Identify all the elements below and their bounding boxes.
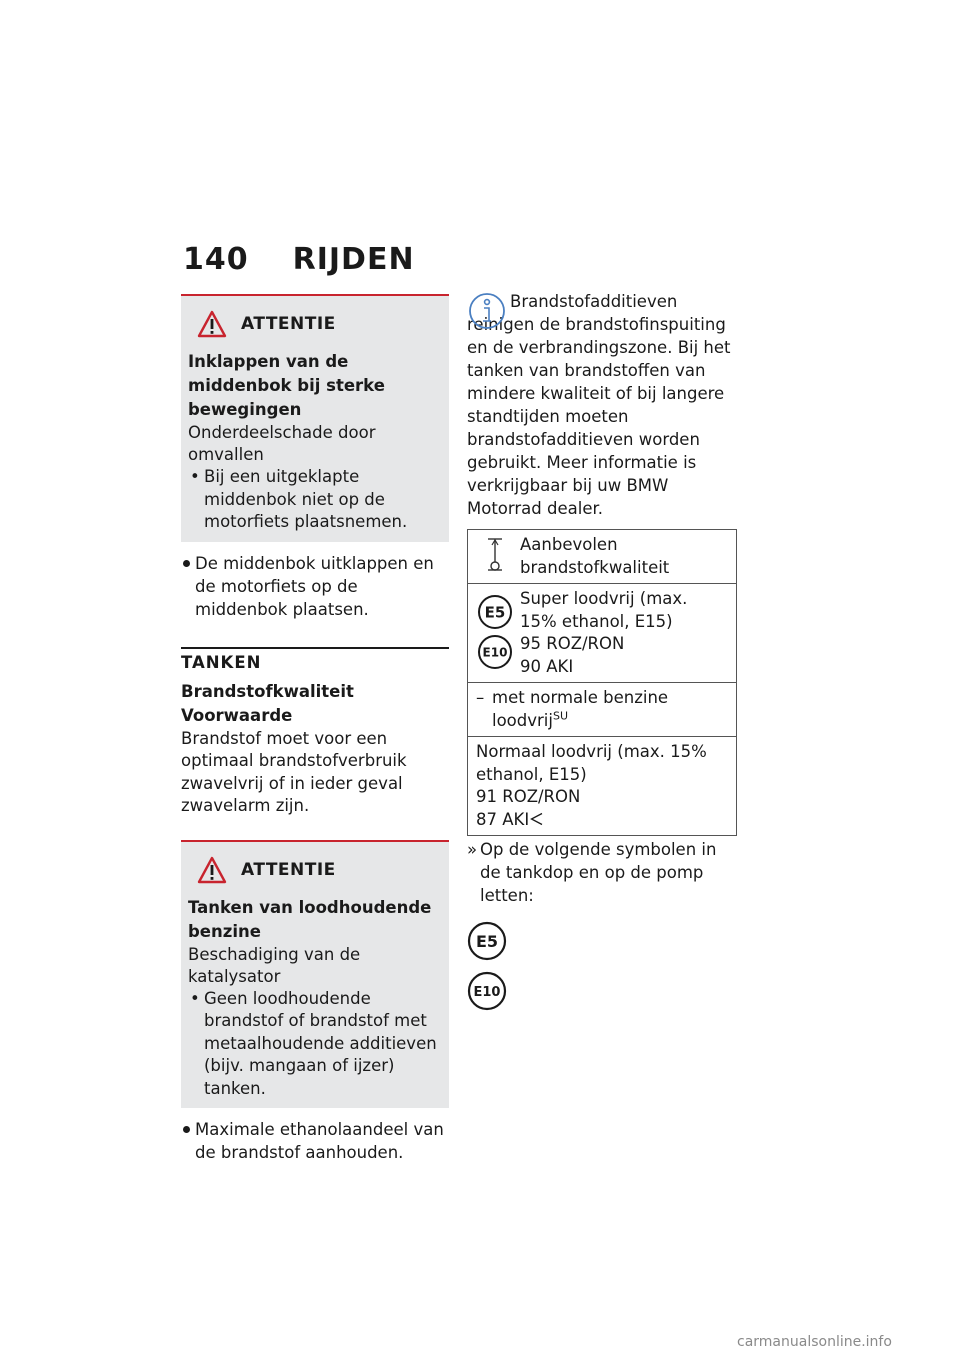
fuel-table: [467, 529, 737, 836]
spec-line: Super loodvrij (max.: [520, 589, 688, 608]
table-header: Aanbevolen brandstofkwaliteit: [520, 535, 670, 577]
left-column: [181, 294, 449, 1164]
fuel-spec-note: [476, 687, 728, 732]
warning-label: ATTENTIE: [241, 314, 336, 334]
spec-line: 95 ROZ/RON: [520, 634, 625, 653]
section-tanken: [181, 647, 449, 818]
right-column: [467, 290, 737, 1011]
result-step: [467, 838, 737, 907]
dash-mark: –: [476, 688, 485, 707]
warning-title: Inklappen van de middenbok bij sterke bewegingen: [188, 352, 385, 419]
spec-line: 15% ethanol, E15): [520, 611, 673, 631]
table-row: [468, 737, 737, 836]
spec-line: ethanol, E15): [476, 764, 587, 784]
warning-box-loodhoudend: [181, 840, 449, 1109]
spec-line: 90 AKI: [520, 656, 574, 676]
result-text: Op de volgende symbolen in de tankdop en op de pomp letten:: [480, 840, 717, 905]
warning-action: • Geen loodhoudende brandstof of brandstof met metaalhoudende additieven (bijv. mangaan of ijzer) tanken.: [188, 988, 442, 1101]
superscript-su: SU: [552, 709, 569, 722]
warning-triangle-icon: [197, 310, 227, 338]
page-header: [183, 242, 415, 277]
table-row: [468, 584, 737, 683]
svg-text:E5: E5: [475, 932, 499, 951]
step-ethanol: Maximale ethanolaandeel van de brandstof aanhouden.: [181, 1118, 449, 1164]
warning-label: ATTENTIE: [241, 859, 336, 880]
table-cell: [468, 530, 737, 584]
fuel-spec-super: [520, 588, 687, 678]
warning-consequence: Onderdeelschade door omvallen: [188, 423, 376, 464]
table-row: [468, 683, 737, 737]
subsection-title: Brandstofkwaliteit: [181, 681, 354, 701]
note-text: met normale benzine loodvrij: [492, 688, 669, 730]
table-cell: [468, 737, 737, 836]
svg-text:E10: E10: [482, 645, 508, 660]
warning-action: • Bij een uitgeklapte middenbok niet op de motorfiets plaatsnemen.: [188, 466, 442, 534]
condition-title: Voorwaarde: [181, 705, 293, 725]
warning-triangle-icon: [197, 856, 227, 884]
info-icon: [467, 290, 507, 334]
svg-text:E5: E5: [484, 603, 506, 622]
page-number: 140: [183, 242, 249, 277]
condition-text: Brandstof moet voor een optimaal brandstofverbruik zwavelvrij of in ieder geval zwavelarm zijn.: [181, 728, 407, 815]
fuel-gauge-icon: [485, 534, 505, 572]
warning-consequence: Beschadiging van de katalysator: [188, 944, 361, 986]
info-note: [467, 290, 737, 520]
e5-badge-icon: [467, 921, 507, 961]
spec-line: 87 AKI: [476, 809, 728, 832]
table-row: [468, 530, 737, 584]
spec-line: Normaal loodvrij (max. 15%: [476, 742, 707, 761]
spec-line: 91 ROZ/RON: [476, 787, 581, 806]
info-text: Brandstofadditieven reinigen de brandstofinspuiting en de verbrandingszone. Bij het tanken van brandstoffen van mindere kwaliteit of bij langere standtijden moeten brandstofadditieven worden gebruikt. Meer informatie is verkrijgbaar bij uw BMW Motorrad dealer.: [467, 292, 731, 518]
e10-badge-icon: [477, 634, 513, 670]
watermark: carmanualsonline.info: [737, 1334, 892, 1350]
e10-badge-icon: [467, 971, 507, 1011]
e5-badge-icon: [477, 594, 513, 630]
end-triangle-icon: [530, 812, 543, 826]
table-cell: [468, 683, 737, 737]
step-middenbok: De middenbok uitklappen en de motorfiets op de middenbok plaatsen.: [181, 552, 449, 621]
warning-head: [197, 856, 442, 884]
chapter-title: RIJDEN: [292, 242, 415, 277]
result-arrow-icon: »: [467, 840, 478, 859]
warning-box-middenbok: [181, 294, 449, 542]
warning-title: Tanken van loodhoudende benzine: [188, 897, 432, 941]
table-cell: [468, 584, 737, 683]
section-title: TANKEN: [181, 652, 262, 672]
fuel-spec-normaal: [476, 741, 728, 831]
svg-text:E10: E10: [473, 985, 501, 1000]
warning-head: [197, 310, 442, 338]
